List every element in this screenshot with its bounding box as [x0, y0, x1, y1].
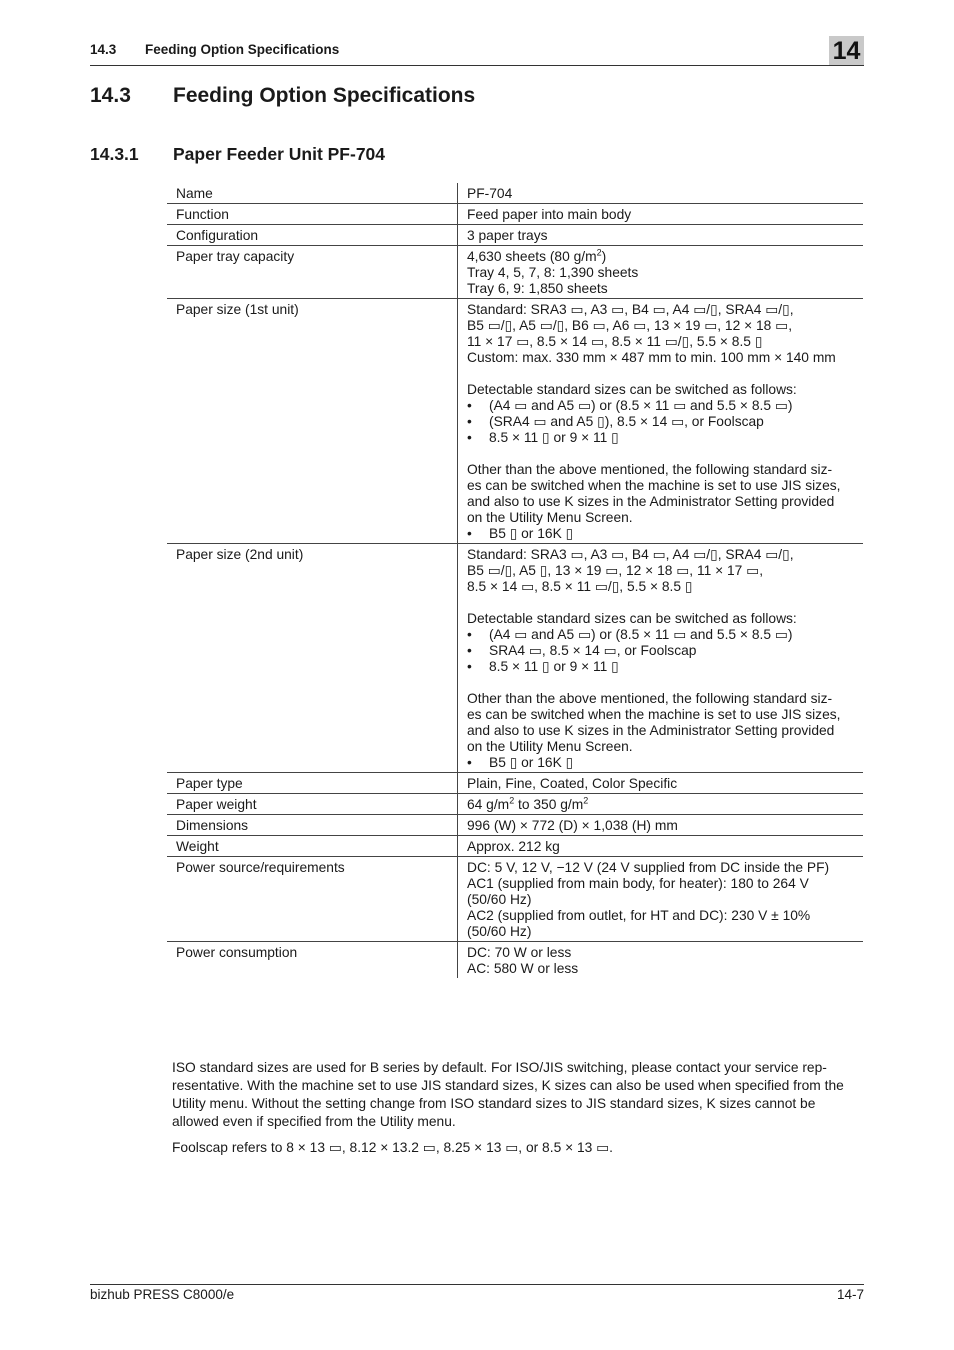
table-row [167, 942, 863, 979]
table-row [167, 299, 863, 544]
row-label: Name [167, 183, 458, 204]
row-value: 996 (W) × 772 (D) × 1,038 (H) mm [458, 815, 864, 836]
subsection-heading-number: 14.3.1 [90, 144, 139, 164]
row-label: Paper size (1st unit) [167, 299, 458, 544]
value-line: Other than the above mentioned, the following standard siz- [467, 691, 833, 706]
bullet-item: • (A4 ▭ and A5 ▭) or (8.5 × 11 ▭ and 5.5 × 8.5 ▭) [467, 627, 854, 643]
table-row [167, 857, 863, 942]
value-line: Detectable standard sizes can be switched as follows: [467, 611, 797, 626]
note-paragraph: ISO standard sizes are used for B series by default. For ISO/JIS switching, please contact your service representative. With the machine set to use JIS standard sizes, K sizes can also be used when specified from the Utility menu. Without the setting change from ISO standard sizes to JIS standard sizes, K sizes cannot be allowed even if specified from the Utility menu. [172, 1060, 844, 1129]
row-label: Power consumption [167, 942, 458, 979]
value-line: and also to use K sizes in the Administrator Setting provided [467, 494, 835, 509]
footer-rule [90, 1284, 864, 1285]
row-value [458, 942, 864, 979]
value-line: 8.5 × 14 ▭, 8.5 × 11 ▭/▯, 5.5 × 8.5 ▯ [467, 579, 693, 594]
footer-page-number: 14-7 [836, 1287, 864, 1302]
value-line: and also to use K sizes in the Administrator Setting provided [467, 723, 835, 738]
running-header [90, 42, 339, 57]
row-value [458, 246, 864, 299]
subsection-heading [90, 144, 385, 165]
value-line: AC: 580 W or less [467, 961, 579, 976]
superscript: 2 [509, 795, 515, 806]
row-value: PF-704 [467, 186, 513, 201]
section-heading-number: 14.3 [90, 84, 131, 107]
table-row [167, 204, 863, 225]
row-label: Paper type [167, 773, 458, 794]
value-line: Detectable standard sizes can be switched as follows: [467, 382, 797, 397]
section-heading [90, 84, 475, 108]
value-line: Custom: max. 330 mm × 487 mm to min. 100 mm × 140 mm [467, 350, 836, 365]
value-line: (50/60 Hz) [467, 924, 532, 939]
header-section-title: Feeding Option Specifications [145, 42, 340, 57]
row-value: 3 paper trays [458, 225, 864, 246]
table-row [167, 815, 863, 836]
superscript: 2 [583, 795, 589, 806]
value-line: Other than the above mentioned, the following standard siz- [467, 462, 833, 477]
footer-product: bizhub PRESS C8000/e [90, 1287, 235, 1302]
row-label: Paper weight [167, 794, 458, 815]
value-line: DC: 70 W or less [467, 945, 572, 960]
value-line: B5 ▭/▯, A5 ▯, 13 × 19 ▭, 12 × 18 ▭, 11 × 17 ▭, [467, 563, 764, 578]
value-text: to 350 g/m [514, 797, 584, 812]
row-value [458, 544, 864, 773]
value-line: Standard: SRA3 ▭, A3 ▭, B4 ▭, A4 ▭/▯, SRA4 ▭/▯, [467, 302, 794, 317]
value-line: B5 ▭/▯, A5 ▭/▯, B6 ▭, A6 ▭, 13 × 19 ▭, 12 × 18 ▭, [467, 318, 793, 333]
value-line: AC1 (supplied from main body, for heater): 180 to 264 V [467, 876, 809, 891]
row-label: Paper tray capacity [167, 246, 458, 299]
spacer [467, 366, 854, 382]
value-line: 11 × 17 ▭, 8.5 × 14 ▭, 8.5 × 11 ▭/▯, 5.5 × 8.5 ▯ [467, 334, 763, 349]
spacer [467, 446, 854, 462]
row-label: Dimensions [167, 815, 458, 836]
row-label: Weight [167, 836, 458, 857]
subsection-heading-title: Paper Feeder Unit PF-704 [173, 144, 386, 164]
value-line [467, 249, 854, 265]
row-value [458, 857, 864, 942]
value-text: ) [601, 249, 607, 264]
value-line: (50/60 Hz) [467, 892, 532, 907]
row-value: Feed paper into main body [458, 204, 864, 225]
value-line: DC: 5 V, 12 V, −12 V (24 V supplied from DC inside the PF) [467, 860, 830, 875]
spacer [467, 675, 854, 691]
section-heading-title: Feeding Option Specifications [173, 84, 476, 107]
bullet-item: • (A4 ▭ and A5 ▭) or (8.5 × 11 ▭ and 5.5 × 8.5 ▭) [467, 398, 854, 414]
spacer [467, 595, 854, 611]
row-value [458, 299, 864, 544]
value-line: Standard: SRA3 ▭, A3 ▭, B4 ▭, A4 ▭/▯, SRA4 ▭/▯, [467, 547, 794, 562]
table-row [167, 246, 863, 299]
value-line: AC2 (supplied from outlet, for HT and DC): 230 V ± 10% [467, 908, 811, 923]
chapter-badge: 14 [829, 36, 864, 66]
table-row [167, 183, 863, 204]
row-label: Paper size (2nd unit) [167, 544, 458, 773]
row-label: Function [167, 204, 458, 225]
header-section-number: 14.3 [90, 42, 117, 57]
bullet-item: • 8.5 × 11 ▯ or 9 × 11 ▯ [467, 430, 854, 446]
row-label: Power source/requirements [167, 857, 458, 942]
spec-table [167, 183, 863, 978]
header-rule [90, 65, 864, 66]
value-text: 4,630 sheets (80 g/m [467, 249, 597, 264]
value-line: on the Utility Menu Screen. [467, 739, 633, 754]
row-value [458, 794, 864, 815]
foolscap-note: Foolscap refers to 8 × 13 ▭, 8.12 × 13.2 ▭, 8.25 × 13 ▭, or 8.5 × 13 ▭. [172, 1140, 614, 1155]
superscript: 2 [596, 247, 602, 258]
value-text: 64 g/m [467, 797, 510, 812]
bullet-item: • B5 ▯ or 16K ▯ [467, 526, 854, 542]
table-row [167, 773, 863, 794]
value-line: Tray 4, 5, 7, 8: 1,390 sheets [467, 265, 639, 280]
row-value: Plain, Fine, Coated, Color Specific [458, 773, 864, 794]
value-line: es can be switched when the machine is set to use JIS sizes, [467, 478, 841, 493]
bullet-item: • 8.5 × 11 ▯ or 9 × 11 ▯ [467, 659, 854, 675]
row-label: Configuration [167, 225, 458, 246]
bullet-item: • SRA4 ▭, 8.5 × 14 ▭, or Foolscap [467, 643, 854, 659]
row-value: Approx. 212 kg [458, 836, 864, 857]
value-line: on the Utility Menu Screen. [467, 510, 633, 525]
table-row [167, 544, 863, 773]
table-row [167, 794, 863, 815]
value-line: es can be switched when the machine is set to use JIS sizes, [467, 707, 841, 722]
value-line: Tray 6, 9: 1,850 sheets [467, 281, 608, 296]
bullet-item: • B5 ▯ or 16K ▯ [467, 755, 854, 771]
table-row [167, 225, 863, 246]
table-row [167, 836, 863, 857]
bullet-item: • (SRA4 ▭ and A5 ▯), 8.5 × 14 ▭, or Foolscap [467, 414, 854, 430]
